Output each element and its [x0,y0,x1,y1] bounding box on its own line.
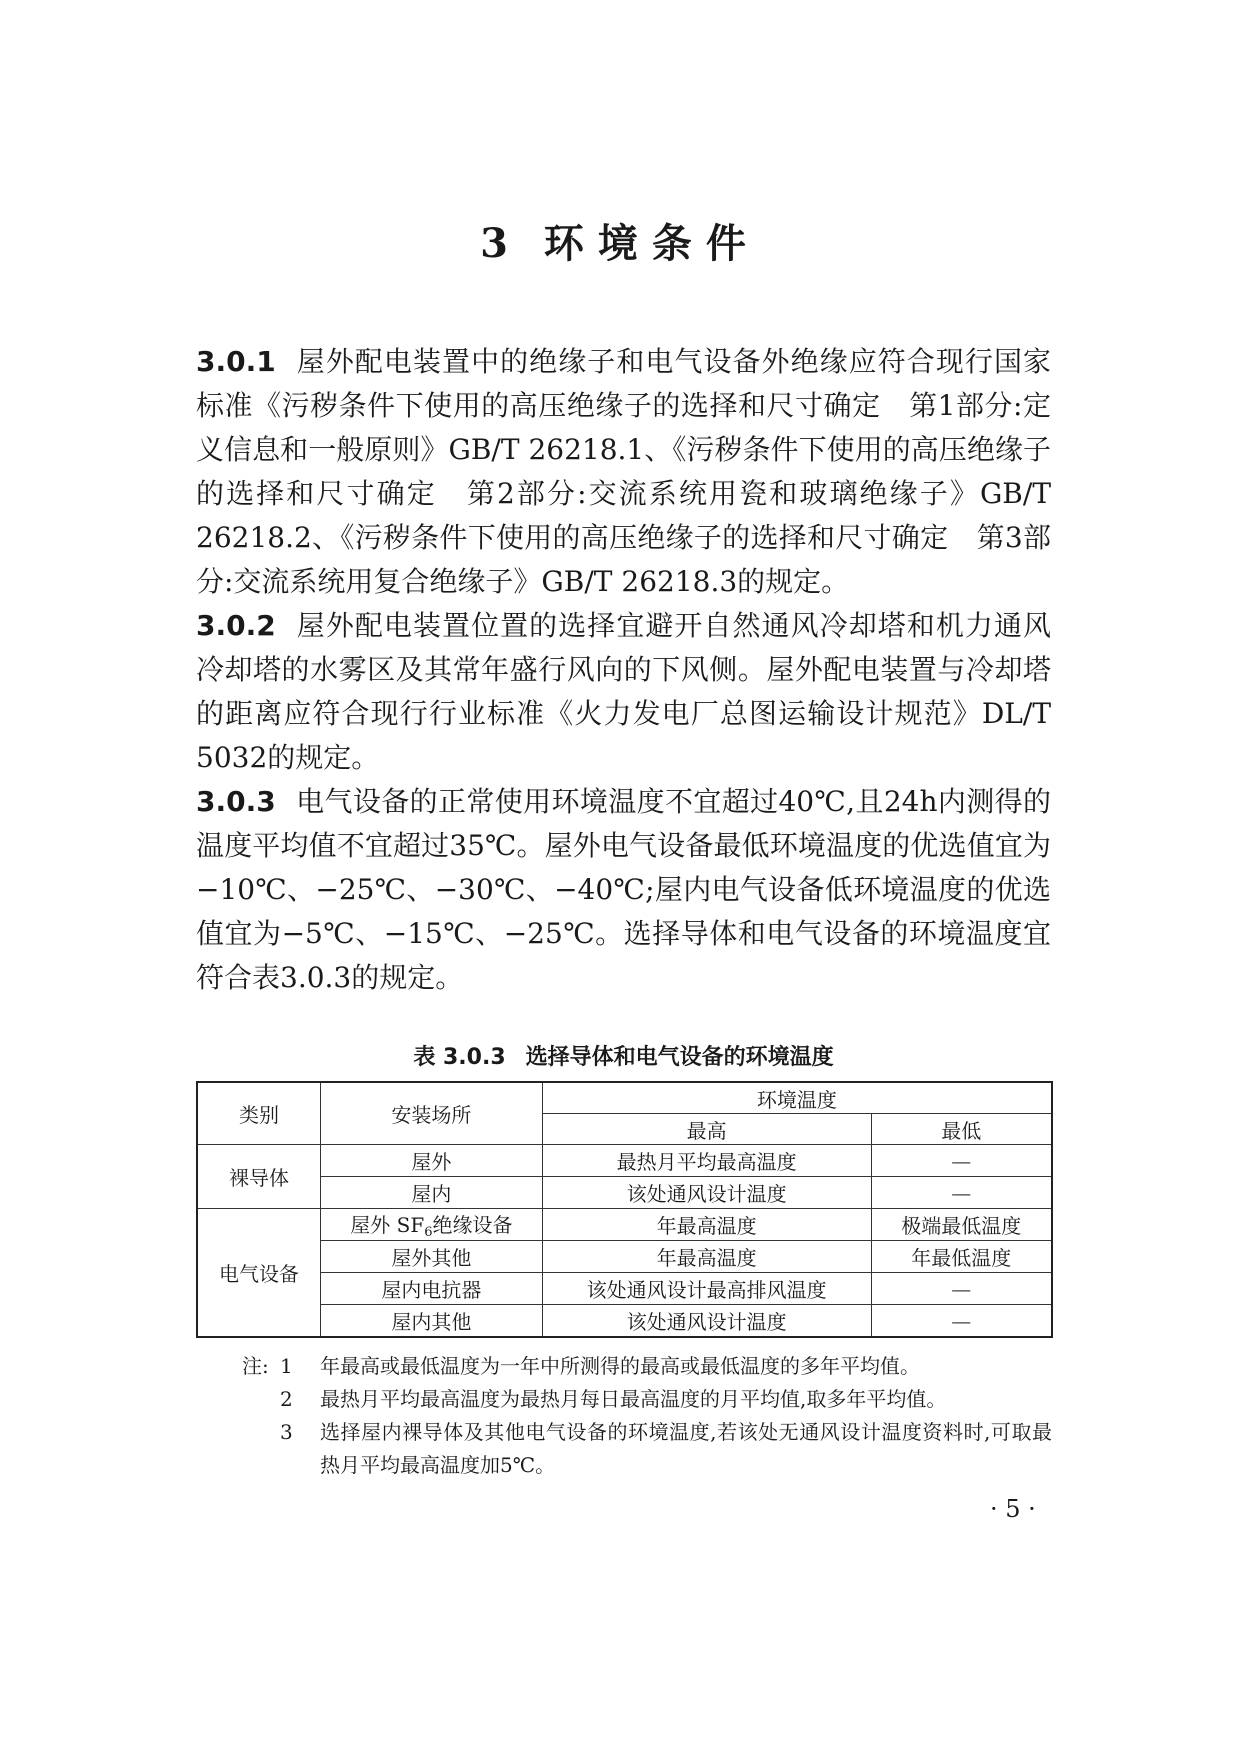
location-cell [321,1209,543,1241]
table-title: 选择导体和电气设备的环境温度 [525,1045,834,1070]
clause-number: 3.0.2 [196,609,276,642]
table-row [197,1177,1052,1209]
highest-cell: 年最高温度 [542,1241,871,1273]
clause-3-0-2 [196,604,1051,780]
location-cell: 屋外其他 [321,1241,543,1273]
clause-number: 3.0.3 [196,785,276,818]
location-cell: 屋内 [321,1177,543,1209]
lowest-cell: — [871,1145,1052,1177]
highest-cell: 该处通风设计最高排风温度 [542,1273,871,1305]
clause-text: 屋外配电装置位置的选择宜避开自然通风冷却塔和机力通风冷却塔的水雾区及其常年盛行风向的下风侧。屋外配电装置与冷却塔的距离应符合现行行业标准《火力发电厂总图运输设计规范》DL/T 5032的规定。 [196,609,1051,774]
lowest-cell: 极端最低温度 [871,1209,1052,1241]
table-number: 表 3.0.3 [413,1045,506,1070]
note-text: 最热月平均最高温度为最热月每日最高温度的月平均值,取多年平均值。 [320,1387,947,1411]
category-cell: 裸导体 [197,1145,321,1209]
clauses [196,340,1051,1000]
page-number: · 5 · [990,1495,1036,1523]
note-prefix: 注: [242,1354,269,1378]
note-item [242,1350,1052,1383]
chapter-heading [0,212,1240,269]
note-number: 3 [280,1420,293,1444]
clause-3-0-1 [196,340,1051,604]
location-suffix: 绝缘设备 [432,1213,513,1237]
table-row [197,1145,1052,1177]
clause-number: 3.0.1 [196,345,276,378]
chapter-number: 3 [480,220,522,267]
location-prefix: 屋外 SF [350,1213,425,1237]
header-lowest: 最低 [871,1114,1052,1145]
highest-cell: 年最高温度 [542,1209,871,1241]
location-cell: 屋内电抗器 [321,1273,543,1305]
table-row [197,1273,1052,1305]
note-text: 选择屋内裸导体及其他电气设备的环境温度,若该处无通风设计温度资料时,可取最热月平均最高温度加5℃。 [320,1420,1052,1477]
table-row [197,1305,1052,1338]
location-cell: 屋内其他 [321,1305,543,1338]
header-highest: 最高 [542,1114,871,1145]
lowest-cell: 年最低温度 [871,1241,1052,1273]
note-text: 年最高或最低温度为一年中所测得的最高或最低温度的多年平均值。 [320,1354,920,1378]
header-env-temp: 环境温度 [542,1082,1052,1114]
clause-text: 屋外配电装置中的绝缘子和电气设备外绝缘应符合现行国家标准《污秽条件下使用的高压绝缘子的选择和尺寸确定 第1部分:定义信息和一般原则》GB/T 26218.1、《污秽条件下使用的高压绝缘子的选择和尺寸确定 第2部分:交流系统用瓷和玻璃绝缘子》GB/T 26218.2、《污秽条件下使用的高压绝缘子的选择和尺寸确定 第3部分:交流系统用复合绝缘子》GB/T 26218.3的规定。 [196,345,1051,598]
highest-cell: 该处通风设计温度 [542,1305,871,1338]
table-row [197,1209,1052,1241]
subscript-6: 6 [424,1225,433,1240]
header-category: 类别 [197,1082,321,1145]
lowest-cell: — [871,1273,1052,1305]
location-cell: 屋外 [321,1145,543,1177]
table-row [197,1241,1052,1273]
note-number: 2 [280,1387,293,1411]
lowest-cell: — [871,1305,1052,1338]
clause-text: 电气设备的正常使用环境温度不宜超过40℃,且24h内测得的温度平均值不宜超过35℃。屋外电气设备最低环境温度的优选值宜为−10℃、−25℃、−30℃、−40℃;屋内电气设备低环境温度的优选值宜为−5℃、−15℃、−25℃。选择导体和电气设备的环境温度宜符合表3.0.3的规定。 [196,785,1051,994]
note-number: 1 [280,1354,293,1378]
category-cell: 电气设备 [197,1209,321,1338]
note-item [242,1383,1052,1416]
header-location: 安装场所 [321,1082,543,1145]
highest-cell: 最热月平均最高温度 [542,1145,871,1177]
clause-3-0-3 [196,780,1051,1000]
environment-temperature-table [196,1081,1053,1338]
table-caption [196,1040,1051,1071]
lowest-cell: — [871,1177,1052,1209]
highest-cell: 该处通风设计温度 [542,1177,871,1209]
chapter-title: 环境条件 [543,220,760,267]
note-item [242,1416,1052,1482]
table-notes [242,1350,1052,1482]
